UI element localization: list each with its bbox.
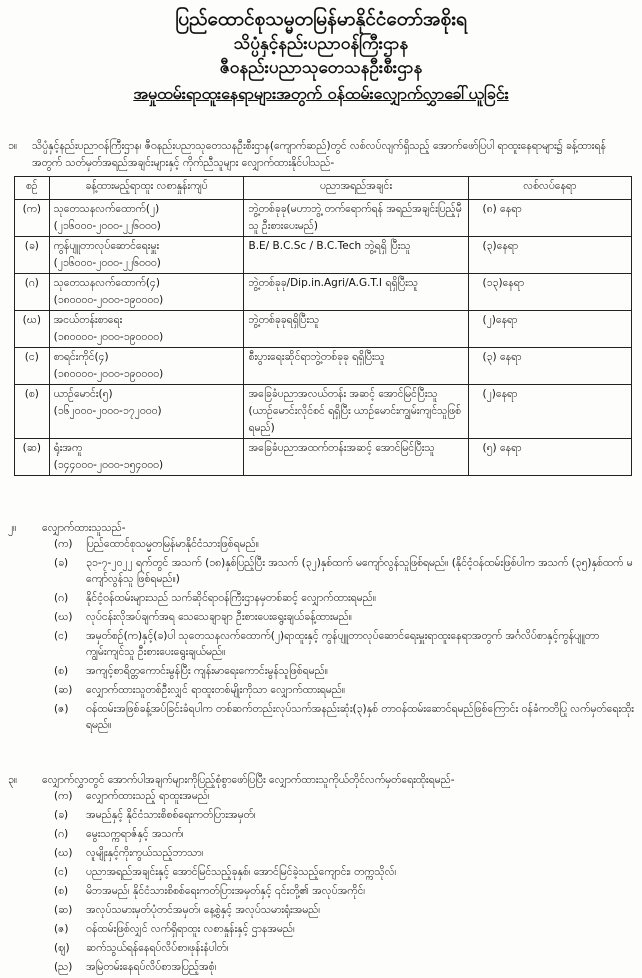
list-item-text: ၃၁-၇-၂၀၂၂ ရက်တွင် အသက် (၁၈)နှစ်ပြည့်ပြီး အသက် (၃၂)နှစ်ထက် မကျော်လွန်သူဖြစ်ရမည်။ (နိုင်ငံ့ဝန်ထမ်းဖြစ်ပါက အသက် (၃၅)နှစ်ထက် မကျော်လွန်သူ ဖြစ်ရမည်။)	[86, 557, 633, 585]
section-2	[8, 520, 634, 736]
salary-range: (၁၈၀၀၀၀-၂၀၀၀-၁၉၀၀၀၀)	[53, 294, 164, 306]
post-name: ယာဉ်မောင်း(၅)	[53, 388, 113, 400]
vacancy-cell: (၂)နေရာ	[468, 385, 631, 439]
table-row	[15, 439, 632, 476]
header-line3: ဇီဝနည်းပညာသုတေသနဦးစီးဌာန	[219, 58, 423, 78]
row-number: (က)	[15, 200, 50, 237]
list-item-marker: (ခ)	[54, 809, 69, 821]
table-header-row	[15, 177, 632, 200]
list-item	[8, 536, 634, 552]
list-item-marker: (ဇ)	[54, 703, 69, 715]
row-number: (ခ)	[15, 237, 50, 274]
list-item-text: ပညာအရည်အချင်းနှင့် အောင်မြင်သည့်ခုနှစ်၊ အောင်မြင်ခဲ့သည့်ကျောင်း၊ တက္ကသိုလ်၊	[86, 866, 397, 878]
list-item	[8, 959, 634, 975]
list-item-text: ဝန်ထမ်းအဖြစ်ခန့်အပ်ခြင်းခံရပါက တစ်ဆက်တည်းလုပ်သက်အနည်းဆုံး(၃)နှစ် တာဝန်ထမ်းဆောင်ရမည်ဖြစ်ကြောင်း ဝန်ခံကတိပြု လက်မှတ်ရေးထိုးရမည်။	[86, 703, 634, 731]
post-cell	[49, 348, 244, 385]
vacancy-cell: (၁၃)နေရာ	[468, 274, 631, 311]
list-item-marker: (စ)	[54, 885, 69, 897]
post-cell	[49, 385, 244, 439]
list-item-marker: (ဂ)	[54, 828, 69, 840]
row-number: (ဆ)	[15, 439, 50, 476]
intro-number: ၁။	[8, 140, 18, 152]
list-item	[8, 940, 634, 956]
list-item	[8, 902, 634, 918]
list-item-text: မွေးသက္ကရာဇ်နှင့် အသက်၊	[86, 828, 184, 840]
row-number: (ဃ)	[15, 311, 50, 348]
intro-paragraph	[8, 138, 634, 172]
list-item-text: မိဘအမည်၊ နိုင်ငံသားစိစစ်ရေးကတ်ပြားအမှတ်နှင့် ၎င်းတို့၏ အလုပ်အကိုင်၊	[86, 885, 365, 897]
list-item-marker: (စ)	[54, 665, 69, 677]
qualification-cell: အခြေခံပညာအထက်တန်းအဆင့် အောင်မြင်ပြီးသူ	[244, 439, 468, 476]
list-item	[8, 663, 634, 679]
header	[0, 0, 642, 106]
salary-range: (၁၄၄၀၀၀-၂၀၀၀-၁၅၄၀၀၀)	[53, 459, 164, 471]
vacancy-cell: (၂)နေရာ	[468, 311, 631, 348]
header-post: ခန့်ထားမည့်ရာထူး လစာနှုန်းကျပ်	[49, 177, 244, 200]
row-number: (င)	[15, 348, 50, 385]
table-row	[15, 311, 632, 348]
salary-range: (၁၈၀၀၀၀-၂၀၀၀-၁၉၀၀၀၀)	[53, 331, 164, 343]
post-cell	[49, 274, 244, 311]
qualification-cell: B.E/ B.C.Sc / B.C.Tech ဘွဲ့ရရှိ ပြီးသူ	[244, 237, 468, 274]
list-item	[8, 883, 634, 899]
list-item-text: လျှောက်ထားသည့် ရာထူးအမည်၊	[86, 790, 210, 802]
header-qualification: ပညာအရည်အချင်း	[244, 177, 468, 200]
header-no: စဉ်	[15, 177, 50, 200]
list-item	[8, 845, 634, 861]
post-cell	[49, 439, 244, 476]
list-item	[8, 826, 634, 842]
qualification-cell: ဘွဲ့တစ်ခုခု(မဟာဘွဲ့ တက်ရောက်ရန် အရည်အချင်းပြည့်မှီသူ ဦးစားပေးမည်)	[244, 200, 468, 237]
post-name: ကွန်ပျူတာလုပ်ဆောင်ရေးမှူး	[53, 240, 160, 252]
list-item	[8, 921, 634, 937]
list-item-marker: (ဂ)	[54, 592, 69, 604]
header-line1: ပြည်ထောင်စုသမ္မတမြန်မာနိုင်ငံတော်အစိုးရ	[175, 8, 467, 30]
qualification-cell: အခြေခံပညာအလယ်တန်း အဆင့် အောင်မြင်ပြီးသူ (ယာဉ်မောင်းလိုင်စင် ရရှိပြီး ယာဉ်မောင်းကျွမ်းကျင်သူဖြစ်ရမည်)	[244, 385, 468, 439]
intro-text: သိပ္ပံနှင့်နည်းပညာဝန်ကြီးဌာန၊ ဇီဝနည်းပညာသုတေသနဦးစီးဌာန(ကျောက်ဆည်)တွင် လစ်လပ်လျက်ရှိသည့် အောက်ဖော်ပြပါ ရာထူးနေရာများ၌ ခန့်ထားရန်အတွက် သတ်မှတ်အရည်အချင်းများနှင့် ကိုက်ညီသူများ လျှောက်ထားနိုင်ပါသည်-	[32, 140, 606, 169]
list-item	[8, 590, 634, 606]
list-item-marker: (ဇ)	[54, 923, 69, 935]
list-item-marker: (ဃ)	[54, 847, 73, 859]
list-item	[8, 788, 634, 804]
table-row	[15, 274, 632, 311]
row-number: (စ)	[15, 385, 50, 439]
list-item	[8, 807, 634, 823]
vacancy-cell: (၅) နေရာ	[468, 439, 631, 476]
list-item-marker: (က)	[54, 790, 73, 802]
list-item-marker: (ဆ)	[54, 904, 73, 916]
section-3-list	[8, 788, 634, 975]
post-name: ရုံးအကူ	[53, 442, 83, 454]
table-row	[15, 200, 632, 237]
post-name: သုတေသနလက်ထောက်(၄)	[53, 277, 160, 289]
qualification-cell: ဘွဲ့တစ်ခုခုရရှိပြီးသူ	[244, 311, 468, 348]
list-item-marker: (ဆ)	[54, 684, 73, 696]
list-item-marker: (င)	[54, 866, 69, 878]
list-item	[8, 609, 634, 625]
list-item-text: အမည်နှင့် နိုင်ငံသားစိစစ်ရေးကတ်ပြားအမှတ်၊	[86, 809, 256, 821]
vacancy-cell: (၃) နေရာ	[468, 348, 631, 385]
section-3	[8, 772, 634, 978]
post-cell	[49, 237, 244, 274]
list-item-text: အမှတ်စဉ်(က)နှင့်(ခ)ပါ သုတေသနလက်ထောက်(၂)ရာထူးနှင့် ကွန်ပျူတာလုပ်ဆောင်ရေးမှူးရာထူးနေရာအတွက် အင်္ဂလိပ်စာနှင့်ကွန်ပျူတာကျွမ်းကျင်သူ ဦးစားပေးရွေးချယ်မည်။	[86, 630, 600, 658]
list-item-text: နိုင်ငံ့ဝန်ထမ်းများသည် သက်ဆိုင်ရာဝန်ကြီးဌာနမှတစ်ဆင့် လျှောက်ထားရမည်။	[86, 592, 377, 604]
list-item-marker: (ည)	[54, 961, 73, 973]
post-cell	[49, 311, 244, 348]
salary-range: (၁၆၂၀၀၀-၂၀၀၀-၁၇၂၀၀၀)	[53, 405, 162, 417]
list-item-marker: (က)	[54, 538, 73, 550]
list-item	[8, 701, 634, 733]
table-row	[15, 385, 632, 439]
list-item-text: အလုပ်သမားမှတ်ပုံတင်အမှတ်၊ နေ့စွဲနှင့် အလုပ်သမားရုံးအမည်၊	[86, 904, 321, 916]
table-row	[15, 237, 632, 274]
list-item-text: လူမျိုးနှင့်ကိုးကွယ်သည့်ဘာသာ၊	[86, 847, 204, 859]
post-name: အငယ်တန်းစာရေး	[53, 314, 123, 326]
list-item-text: ပြည်ထောင်စုသမ္မတမြန်မာနိုင်ငံသားဖြစ်ရမည်။	[86, 538, 259, 550]
qualification-cell: စီးပွားရေးဆိုင်ရာဘွဲ့တစ်ခုခု ရရှိပြီးသူ	[244, 348, 468, 385]
section-3-title: လျှောက်လွှာတွင် အောက်ပါအချက်များကိုပြည့်စုံစွာဖော်ပြပြီး လျှောက်ထားသူကိုယ်တိုင်လက်မှတ်ရေးထိုးရမည်-	[42, 774, 455, 786]
list-item-text: ဝန်ထမ်းဖြစ်လျှင် လက်ရှိရာထူး လစာနှုန်းနှင့် ဌာနအမည်၊	[86, 923, 295, 935]
post-cell	[49, 200, 244, 237]
table-row	[15, 348, 632, 385]
list-item	[8, 682, 634, 698]
post-name: သုတေသနလက်ထောက်(၂)	[53, 203, 160, 215]
qualification-cell: ဘွဲ့တစ်ခုခု/Dip.in.Agri/A.G.T.I ရရှိပြီးသူ	[244, 274, 468, 311]
row-number: (ဂ)	[15, 274, 50, 311]
salary-range: (၂၁၆၀၀၀-၂၀၀၀-၂၂၆၀၀၀)	[53, 257, 161, 269]
salary-range: (၂၁၆၀၀၀-၂၀၀၀-၂၂၆၀၀၀)	[53, 220, 161, 232]
notice-title: အမှုထမ်းရာထူးနေရာများအတွက် ဝန်ထမ်းလျှောက်လွှာခေါ်ယူခြင်း	[133, 84, 509, 103]
list-item-text: အမြဲတမ်းနေရပ်လိပ်စာအပြည့်အစုံ၊	[86, 961, 217, 973]
list-item	[8, 628, 634, 660]
header-vacancy: လစ်လပ်နေရာ	[468, 177, 631, 200]
list-item-text: ဆက်သွယ်ရန်နေရပ်လိပ်စာ၊ဖုန်းနံပါတ်၊	[86, 942, 229, 954]
list-item-marker: (ခ)	[54, 557, 69, 569]
salary-range: (၁၈၀၀၀၀-၂၀၀၀-၁၉၀၀၀၀)	[53, 368, 164, 380]
list-item	[8, 864, 634, 880]
list-item-marker: (င)	[54, 630, 69, 642]
list-item	[8, 555, 634, 587]
header-line2: သိပ္ပံနှင့်နည်းပညာဝန်ကြီးဌာန	[233, 34, 409, 54]
vacancy-cell: (၈) နေရာ	[468, 200, 631, 237]
section-2-title: လျှောက်ထားသူသည်-	[42, 522, 126, 534]
section-2-number: ၂။	[8, 522, 17, 534]
list-item-text: လုပ်ငန်းလိုအပ်ချက်အရ သေသေချာချာ ဦးစားပေးရွေးချယ်ခန့်ထားမည်။	[86, 611, 352, 623]
list-item-text: လျှောက်ထားသူတစ်ဦးလျှင် ရာထူးတစ်မျိုးကိုသာ လျှောက်ထားရမည်။	[86, 684, 346, 696]
vacancy-cell: (၃)နေရာ	[468, 237, 631, 274]
positions-table	[14, 176, 632, 476]
post-name: စာရင်းကိုင်(၄)	[53, 351, 109, 363]
list-item-marker: (ဃ)	[54, 611, 73, 623]
list-item-text: အကျင့်စာရိတ္တကောင်းမွန်ပြီး ကျန်းမာရေးကောင်းမွန်သူဖြစ်ရမည်။	[86, 665, 328, 677]
section-3-number: ၃။	[8, 774, 18, 786]
section-2-list	[8, 536, 634, 733]
list-item-marker: (ဈ)	[54, 942, 70, 954]
